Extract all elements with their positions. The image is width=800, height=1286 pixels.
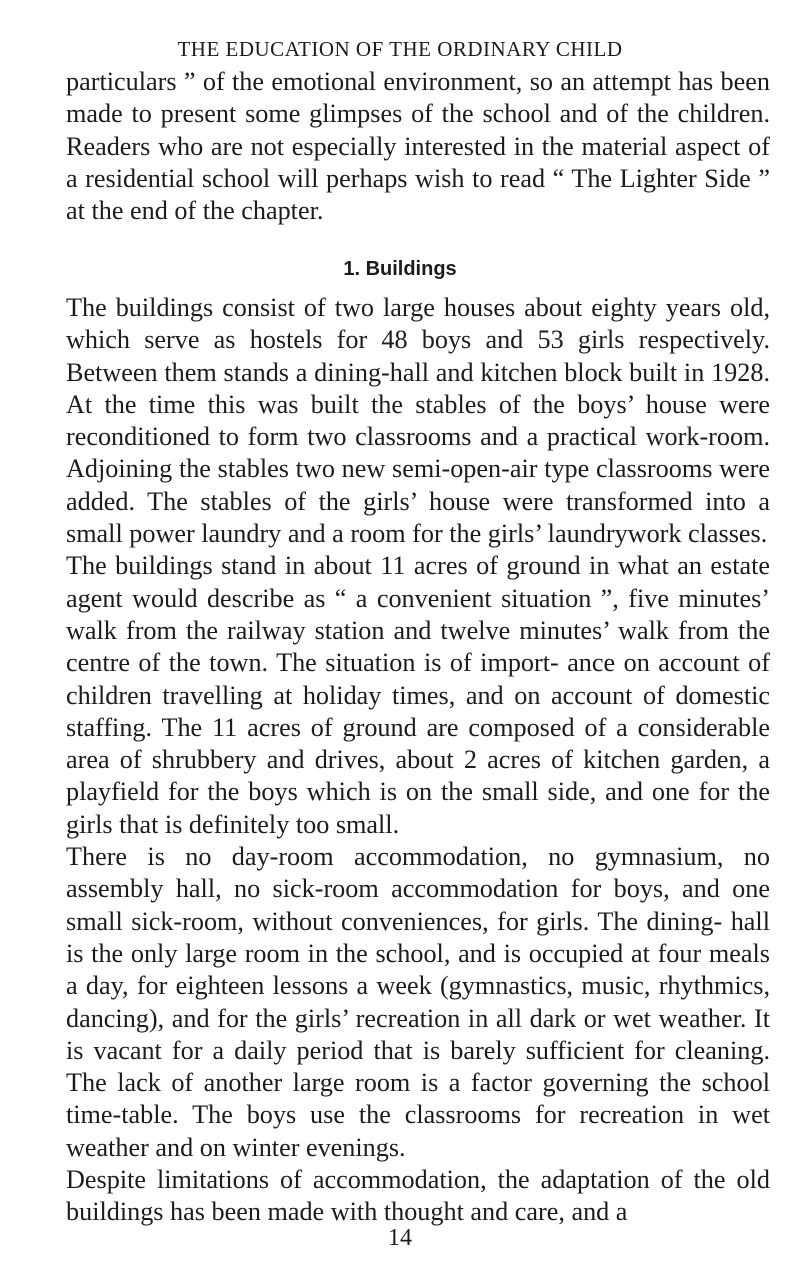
section-heading: 1. Buildings — [343, 258, 457, 280]
page-number: 14 — [388, 1225, 412, 1251]
paragraph-adaptation: Despite limitations of accommodation, the adaptation of the old buildings has been made with thought and care, and a — [66, 1165, 770, 1227]
section-body — [66, 292, 770, 1229]
opening-paragraph: particulars ” of the emotional environment, so an attempt has been made to present some glimpses of the school and of the children. Readers who are not especially interested in the material aspect of a residential school will perhaps wish to read “ The Lighter Side ” at the end of the chapter. — [66, 67, 770, 226]
running-head: THE EDUCATION OF THE ORDINARY CHILD — [177, 37, 623, 61]
opening-text-block — [66, 66, 770, 227]
paragraph-grounds: The buildings stand in about 11 acres of ground in what an estate agent would describe as “ a convenient situation ”, five minutes’ walk from the railway station and twelve minutes’ walk from the centre of the town. The situation is of import- ance on account of children travelling at holiday times, and on account of domestic staffing. The 11 acres of ground are composed of a considerable area of shrubbery and drives, about 2 acres of kitchen garden, a playfield for the boys which is on the small side, and one for the girls that is definitely too small. — [66, 551, 770, 839]
paragraph-buildings: The buildings consist of two large houses about eighty years old, which serve as hostels for 48 boys and 53 girls respectively. Between them stands a dining-hall and kitchen block built in 1928. At the time this was built the stables of the boys’ house were reconditioned to form two classrooms and a practical work-room. Adjoining the stables two new semi-open-air type classrooms were added. The stables of the girls’ house were transformed into a small power laundry and a room for the girls’ laundrywork classes. — [66, 293, 770, 549]
paragraph-accommodation: There is no day-room accommodation, no gymnasium, no assembly hall, no sick-room accommodation for boys, and one small sick-room, without conveniences, for girls. The dining- hall is the only large room in the school, and is occupied at four meals a day, for eighteen lessons a week (gymnastics, music, rhythmics, dancing), and for the girls’ recreation in all dark or wet weather. It is vacant for a daily period that is barely sufficient for cleaning. The lack of another large room is a factor governing the school time-table. The boys use the classrooms for recreation in wet weather and on winter evenings. — [66, 842, 770, 1162]
